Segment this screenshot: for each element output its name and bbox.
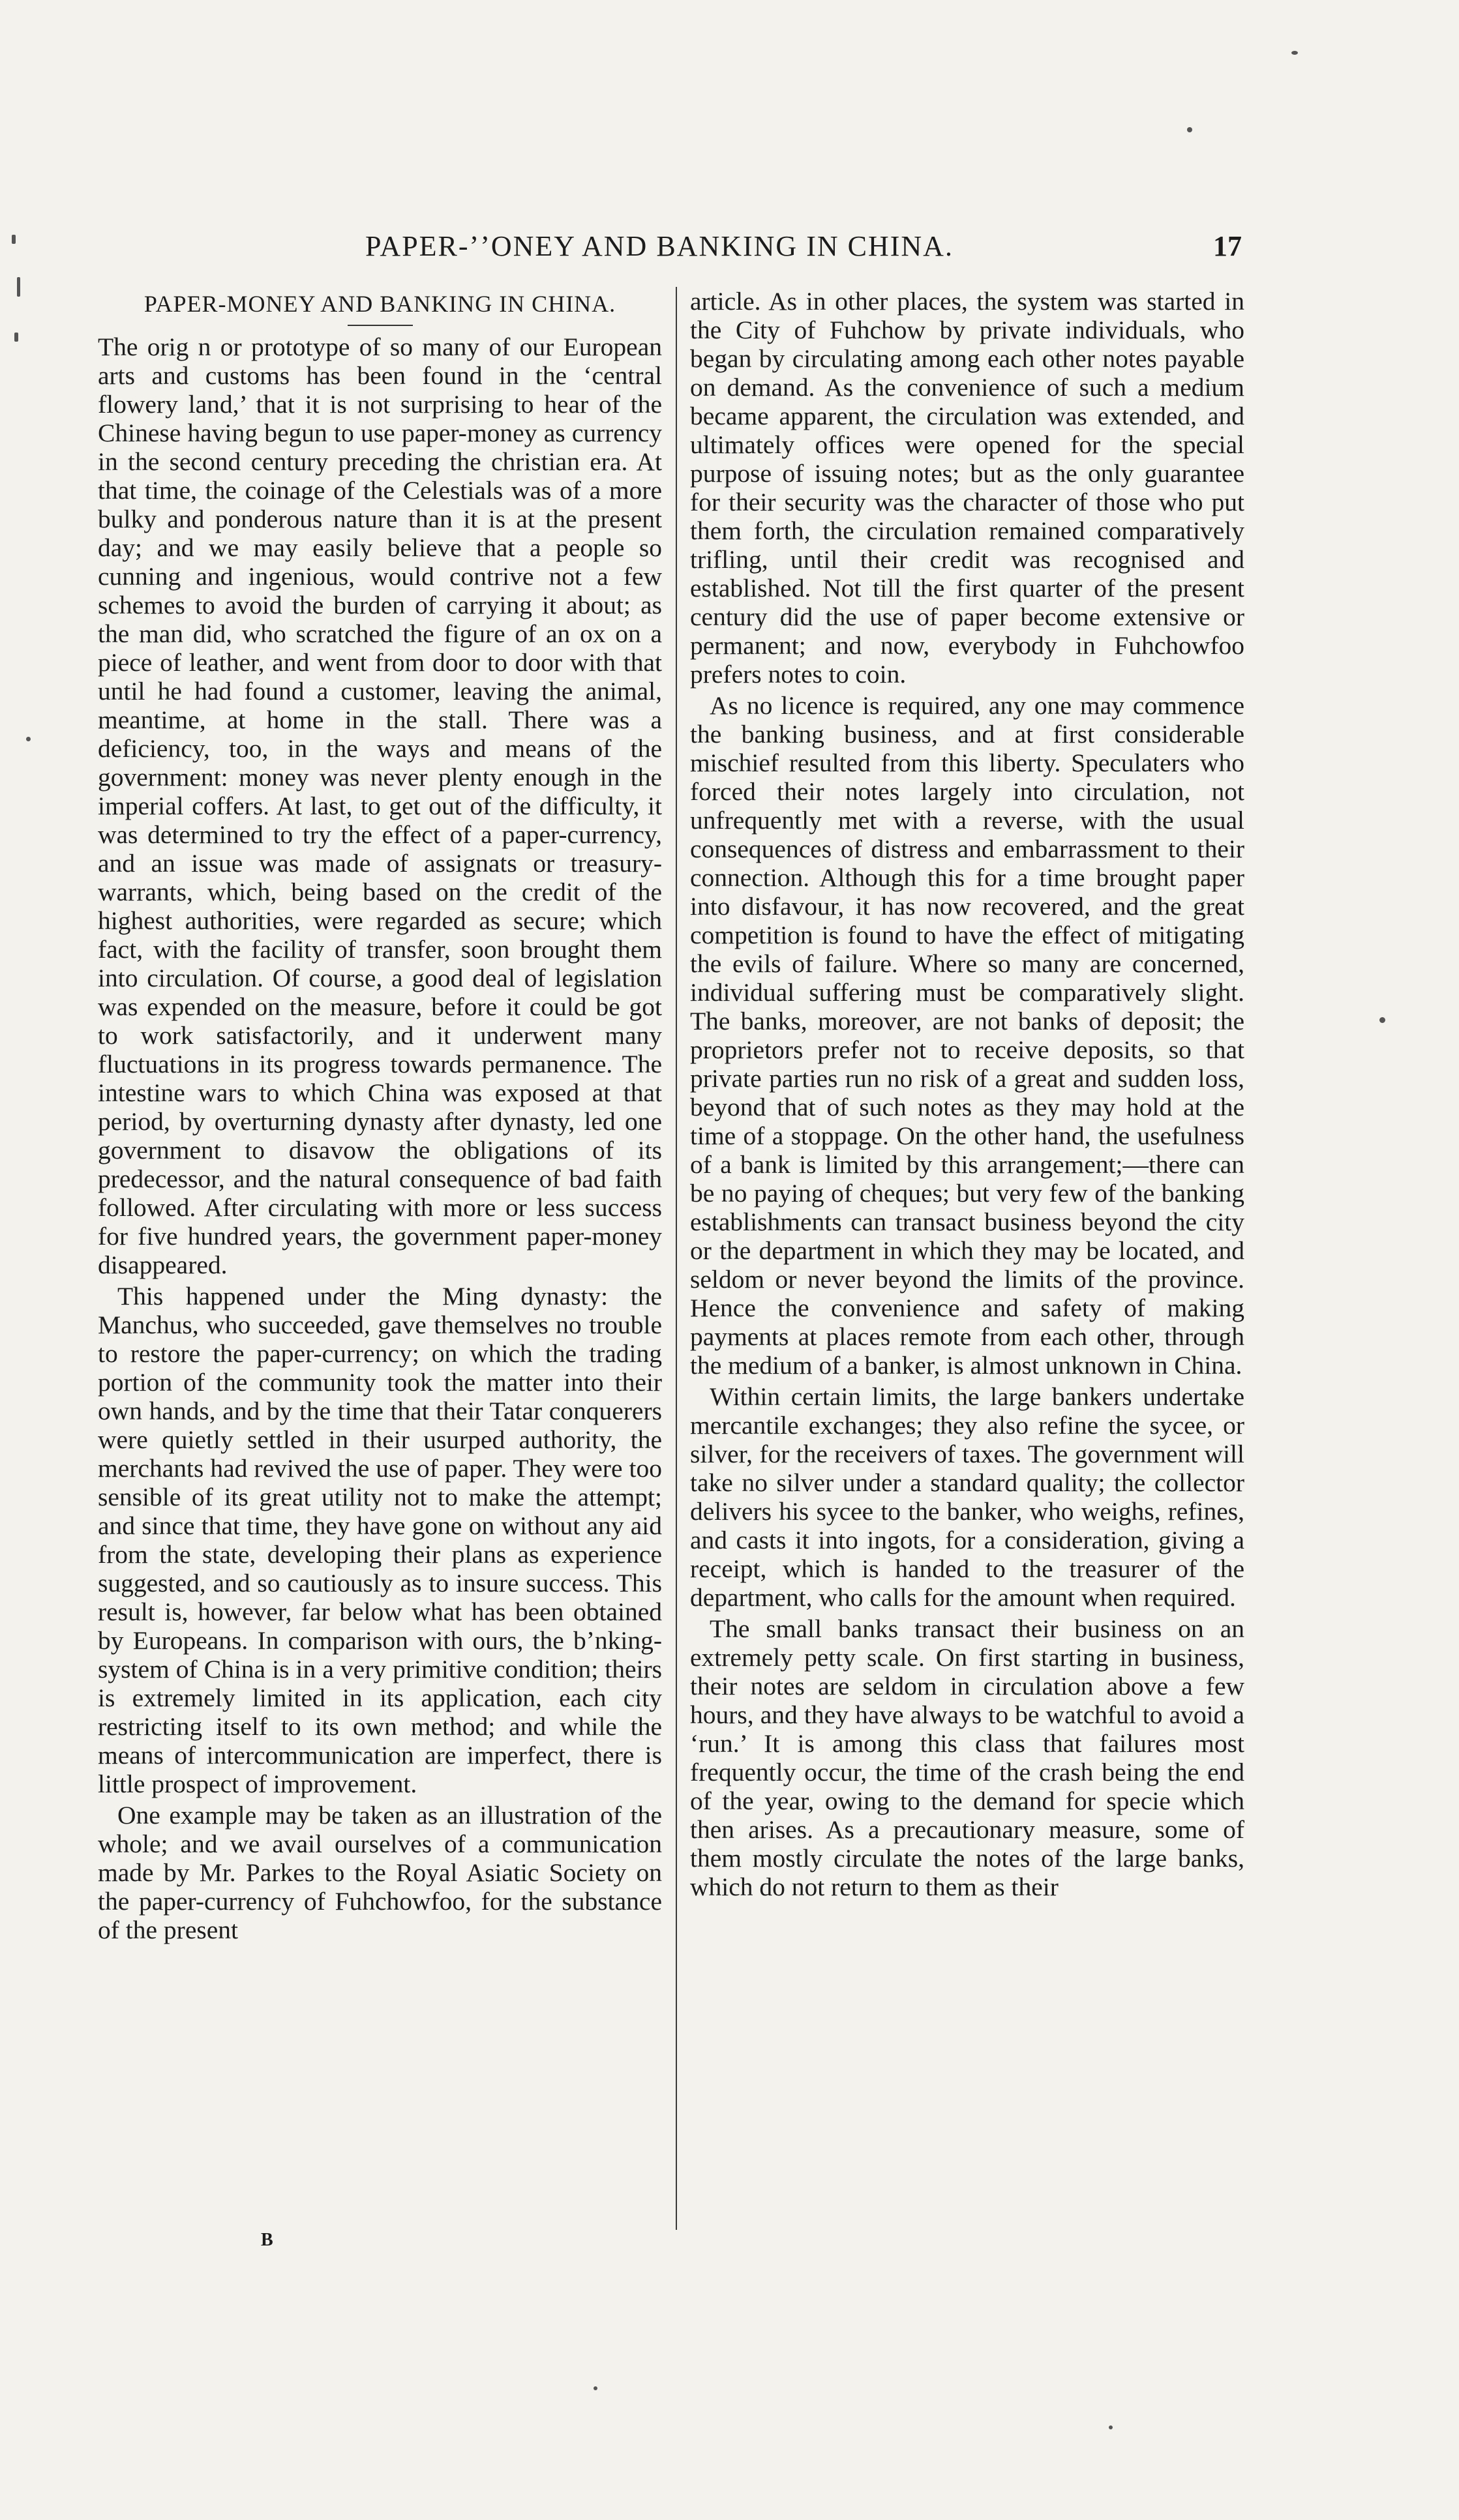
paragraph: The orig n or prototype of so many of our European arts and customs has been found in the ‘central flowery land,’ that it is not surprising to hear of the Chinese having begun to use paper-money as currency in the second century preceding the christian era. At that time, the coinage of the Celestials was of a more bulky and ponderous nature than it is at the present day; and we may easily believe that a people so cunning and ingenious, would contrive not a few schemes to avoid the burden of carrying it about; as the man did, who scratched the figure of an ox on a piece of leather, and went from door to door with that until he had found a customer, leaving the animal, meantime, at home in the stall. There was a deficiency, too, in the ways and means of the government: money was never plenty enough in the imperial coffers. At last, to get out of the difficulty, it was determined to try the effect of a paper-currency, and an issue was made of assignats or treasury-warrants, which, being based on the credit of the highest authorities, were regarded as secure; which fact, with the facility of transfer, soon brought them into circulation. Of course, a good deal of legislation was expended on the measure, before it could be got to work satisfactorily, and it underwent many fluctuations in its progress towards permanence. The intestine wars to which China was exposed at that period, by overturning dynasty after dynasty, led one government to disavow the obligations of its predecessor, and the natural consequence of bad faith followed. After circulating with more or less success for five hundred years, the government paper-money disappeared. [98, 333, 662, 1279]
ink-speck [26, 737, 31, 741]
running-title: PAPER-ʼʼONEY AND BANKING IN CHINA. [365, 230, 954, 262]
right-column [690, 287, 1244, 1904]
paragraph: The small banks transact their business on an extremely petty scale. On first starting in business, their notes are seldom in circulation above a few hours, and they have always to be watchful to avoid a ‘run.’ It is among this class that failures most frequently occur, the time of the crash being the end of the year, owing to the demand for specie which then arises. As a precautionary measure, some of them mostly circulate the notes of the large banks, which do not return to them as their [690, 1614, 1244, 1901]
running-head [98, 230, 1242, 275]
title-rule [348, 325, 413, 326]
ink-speck [12, 235, 16, 244]
ink-speck [14, 333, 18, 342]
ink-speck [1291, 51, 1298, 55]
signature-mark: B [261, 2230, 273, 2250]
paragraph: Within certain limits, the large bankers undertake mercantile exchanges; they also refine the sycee, or silver, for the receivers of taxes. The government will take no silver under a standard quality; the collector delivers his sycee to the banker, who weighs, refines, and casts it into ingots, for a consideration, giving a receipt, which is handed to the treasurer of the department, who calls for the amount when required. [690, 1382, 1244, 1612]
paragraph: One example may be taken as an illustration of the whole; and we avail ourselves of a communication made by Mr. Parkes to the Royal Asiatic Society on the paper-currency of Fuhchowfoo, for the substance of the present [98, 1801, 662, 1944]
paragraph: This happened under the Ming dynasty: the Manchus, who succeeded, gave themselves no trouble to restore the paper-currency; on which the trading portion of the community took the matter into their own hands, and by the time that their Tatar conquerers were quietly settled in their usurped authority, the merchants had revived the use of paper. They were too sensible of its great utility not to make the attempt; and since that time, they have gone on without any aid from the state, developing their plans as experience suggested, and so cautiously as to insure success. This result is, however, far below what has been obtained by Europeans. In comparison with ours, the bʼnking-system of China is in a very primitive condition; theirs is extremely limited in its application, each city restricting itself to its own method; and while the means of intercommunication are imperfect, there is little prospect of improvement. [98, 1282, 662, 1798]
ink-speck [1379, 1017, 1385, 1023]
page-number: 17 [1213, 230, 1242, 262]
ink-speck [1109, 2425, 1113, 2429]
column-divider [676, 287, 677, 2230]
paragraph: As no licence is required, any one may commence the banking business, and at first considerable mischief resulted from this liberty. Speculaters who forced their notes largely into circulation, not unfrequently met with a reverse, with the usual consequences of distress and embarrassment to their connection. Although this for a time brought paper into disfavour, it has now recovered, and the great competition is found to have the effect of mitigating the evils of failure. Where so many are concerned, individual suffering must be comparatively slight. The banks, moreover, are not banks of deposit; the proprietors prefer not to receive deposits, so that private parties run no risk of a great and sudden loss, beyond that of such notes as they may hold at the time of a stoppage. On the other hand, the usefulness of a bank is limited by this arrangement;—there can be no paying of cheques; but very few of the banking establishments can transact business beyond the city or the department in which they may be located, and seldom or never beyond the limits of the province. Hence the convenience and safety of making payments at places remote from each other, through the medium of a banker, is almost unknown in China. [690, 691, 1244, 1380]
left-column [98, 287, 662, 1947]
ink-speck [1187, 127, 1192, 132]
paragraph: article. As in other places, the system was started in the City of Fuhchow by private individuals, who began by circulating among each other notes payable on demand. As the convenience of such a medium became apparent, the circulation was extended, and ultimately offices were opened for the special purpose of issuing notes; but as the only guarantee for their security was the character of those who put them forth, the circulation remained comparatively trifling, until their credit was recognised and established. Not till the first quarter of the present century did the use of paper become extensive or permanent; and now, everybody in Fuhchowfoo prefers notes to coin. [690, 287, 1244, 689]
ink-speck [17, 277, 20, 297]
ink-speck [594, 2386, 597, 2390]
article-title: PAPER-MONEY AND BANKING IN CHINA. [143, 291, 616, 317]
